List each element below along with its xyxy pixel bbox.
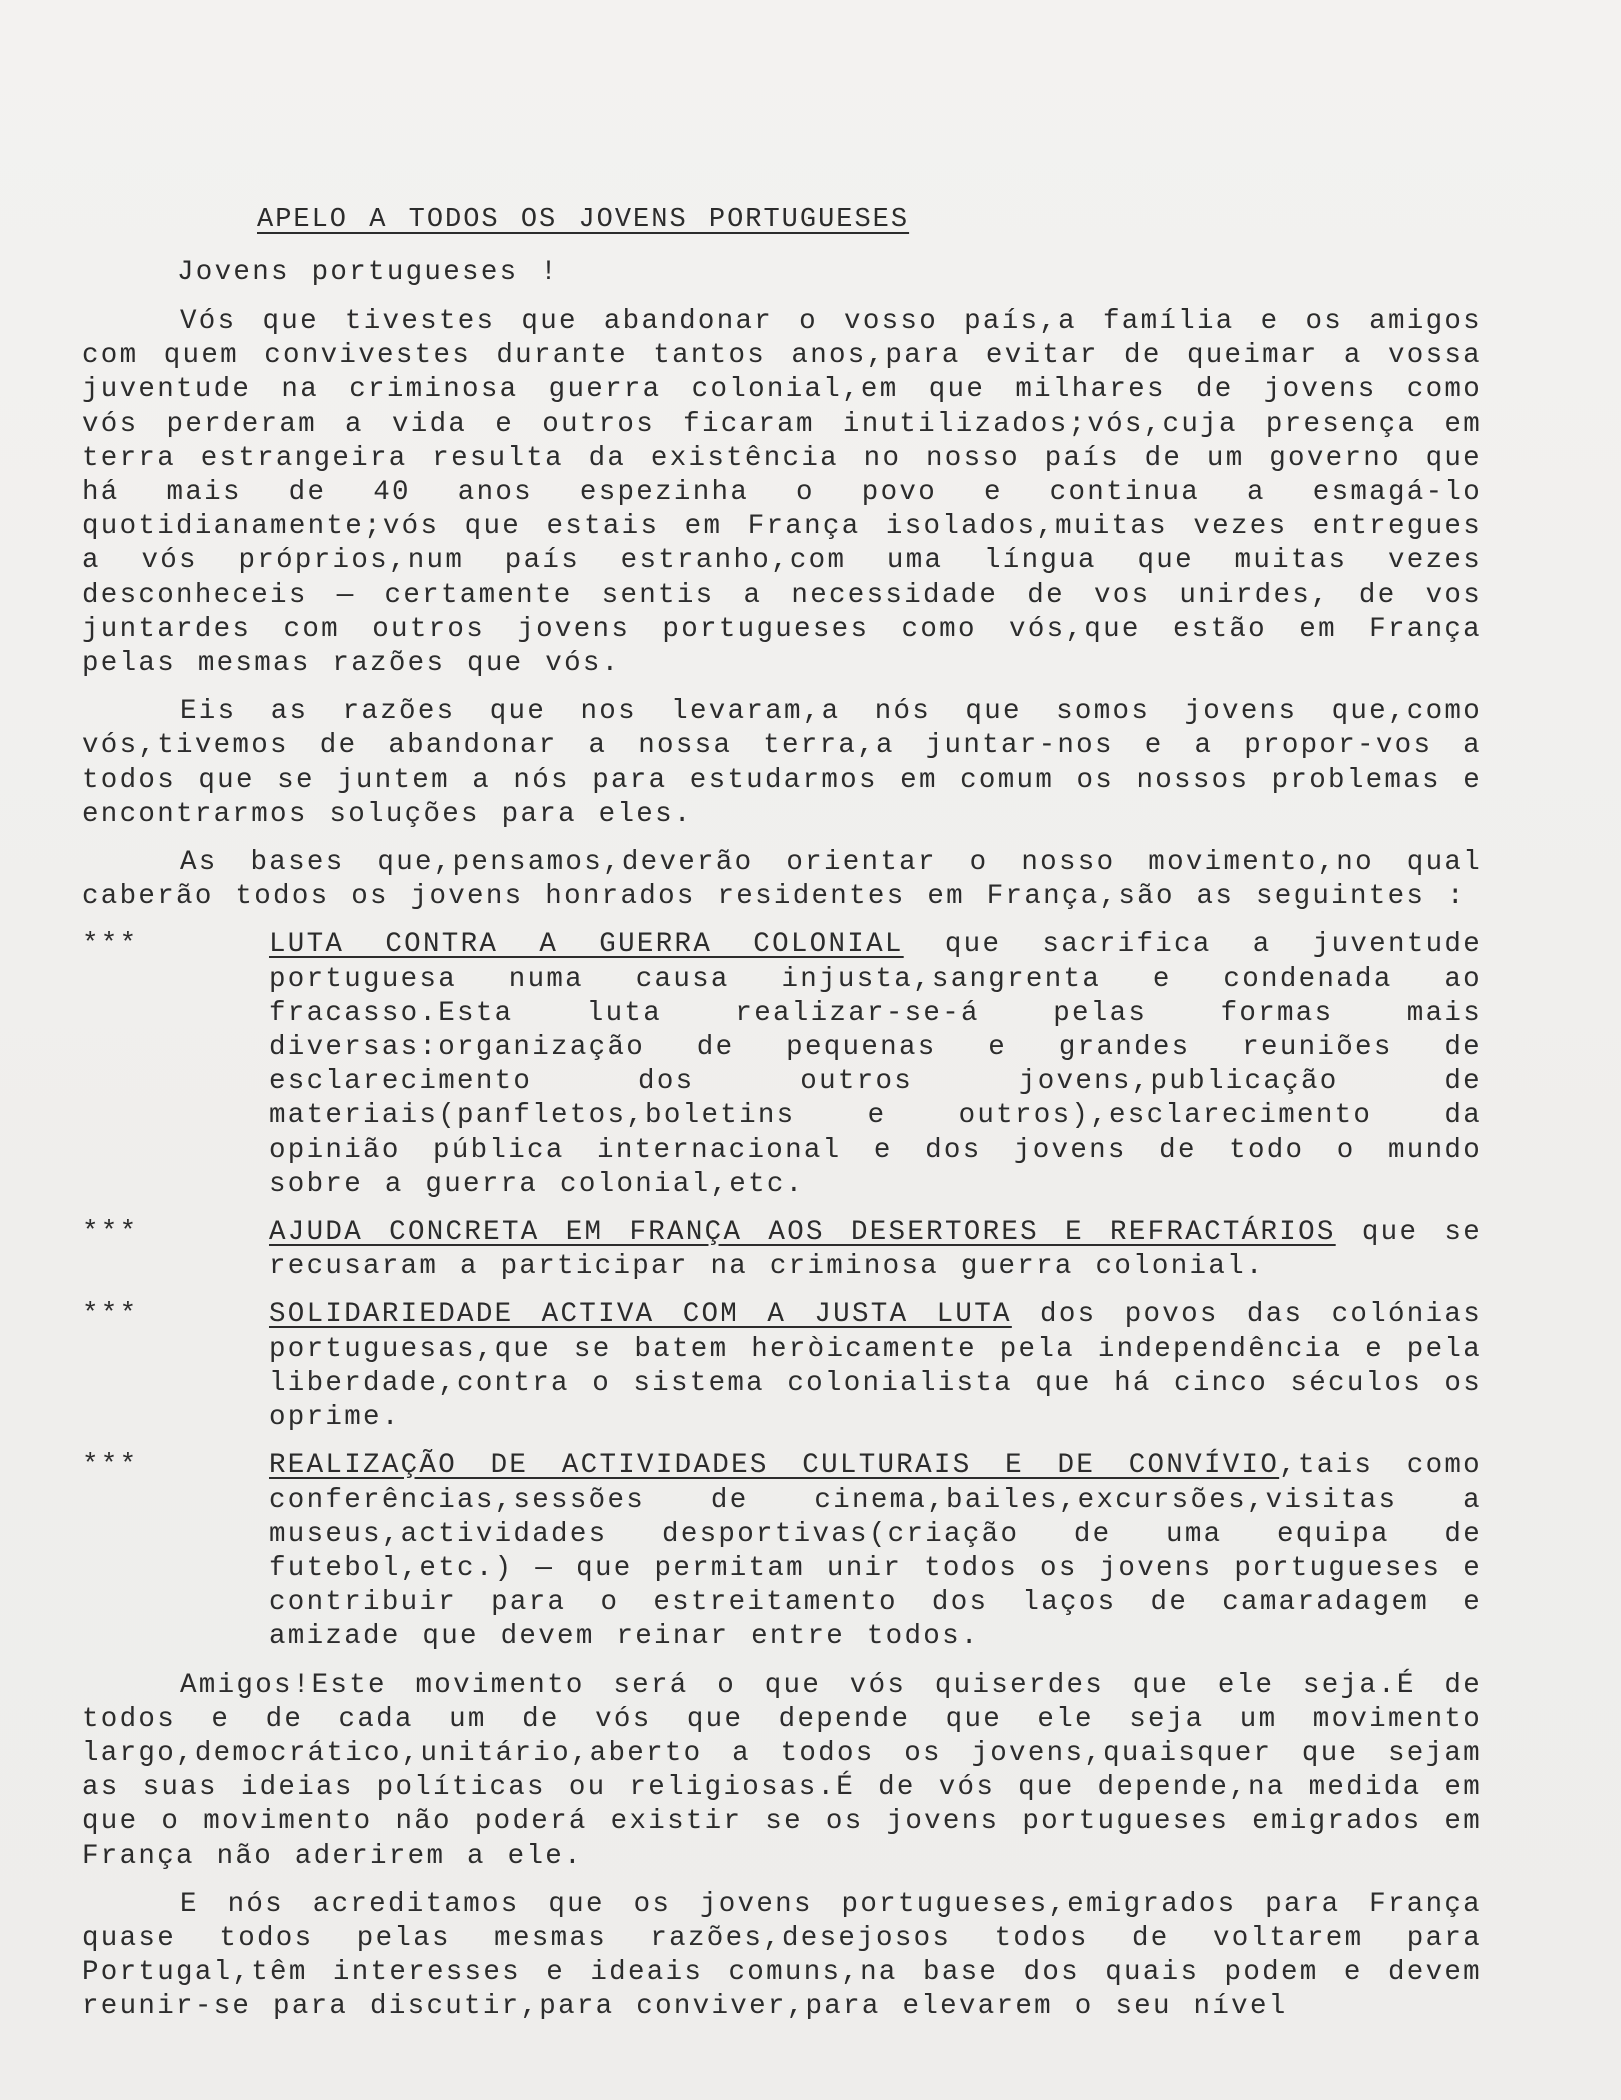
document-title: APELO A TODOS OS JOVENS PORTUGUESES xyxy=(257,205,910,235)
paragraph-intro: Vós que tivestes que abandonar o vosso país,a família e os amigos com quem convivestes durante tantos anos,para evitar de queimar a vossa juventude na criminosa guerra colonial,em que milhares de jovens como vós perderam a vida e outros ficaram inutilizados;vós,cuja presença em terra estrangeira resulta da existência no nosso país de um governo que há mais de 40 anos espezinha o povo e continua a esmagá-lo quotidianamente;vós que estais em França isolados,muitas vezes entregues a vós próprios,num país estranho,com uma língua que muitas vezes desconheceis — certamente sentis a necessidade de vos unirdes, de vos juntardes com outros jovens portugueses como vós,que estão em França pelas mesmas razões que vós. xyxy=(82,306,1482,680)
item-text: dos povos das colónias portuguesas,que se batem heròicamente pela independência e pela liberdade,contra o sistema colonialista que há cinco séculos os oprime. xyxy=(269,1299,1482,1434)
item-marker: *** xyxy=(82,929,139,961)
list-item-deserters-aid xyxy=(82,1216,1482,1284)
item-heading: REALIZAÇÃO DE ACTIVIDADES CULTURAIS E DE CONVÍVIO xyxy=(269,1450,1280,1482)
list-item-colonial-war xyxy=(82,928,1482,1202)
item-marker: *** xyxy=(82,1450,139,1482)
paragraph-reasons: Eis as razões que nos levaram,a nós que somos jovens que,como vós,tivemos de abandonar a nossa terra,a juntar-nos e a propor-vos a todos que se juntem a nós para estudarmos em comum os nossos problemas e encontrarmos soluções para eles. xyxy=(82,696,1482,830)
item-text: ,tais como conferências,sessões de cinema,bailes,excursões,visitas a museus,actividades desportivas(criação de uma equipa de futebol,etc.) — que permitam unir todos os jovens portugueses e contribuir para o estreitamento dos laços de camaradagem e amizade que devem reinar entre todos. xyxy=(269,1450,1482,1653)
salutation: Jovens portugueses ! xyxy=(177,257,560,288)
item-heading: AJUDA CONCRETA EM FRANÇA AOS DESERTORES E REFRACTÁRIOS xyxy=(269,1217,1336,1249)
paragraph-belief: E nós acreditamos que os jovens portugueses,emigrados para França quase todos pelas mesmas razões,desejosos todos de voltarem para Portugal,têm interesses e ideais comuns,na base dos quais podem e devem reunir-se para discutir,para conviver,para elevarem o seu nível xyxy=(82,1888,1482,2023)
list-item-solidarity xyxy=(82,1298,1482,1435)
item-marker: *** xyxy=(82,1299,139,1331)
paragraph-friends: Amigos!Este movimento será o que vós quiserdes que ele seja.É de todos e de cada um de vós que depende que ele seja um movimento largo,democrático,unitário,aberto a todos os jovens,quaisquer que sejam as suas ideias políticas ou religiosas.É de vós que depende,na medida em que o movimento não poderá existir se os jovens portugueses emigrados em França não aderirem a ele. xyxy=(82,1669,1482,1872)
paragraph-bases: As bases que,pensamos,deverão orientar o nosso movimento,no qual caberão todos os jovens honrados residentes em França,são as seguintes : xyxy=(82,847,1482,913)
document-body xyxy=(82,205,1482,2039)
item-heading: LUTA CONTRA A GUERRA COLONIAL xyxy=(269,929,904,961)
item-marker: *** xyxy=(82,1217,139,1249)
item-text: que se recusaram a participar na criminosa guerra colonial. xyxy=(269,1217,1482,1283)
item-text: que sacrifica a juventude portuguesa numa causa injusta,sangrenta e condenada ao fracasso.Esta luta realizar-se-á pelas formas mais diversas:organização de pequenas e grandes reuniões de esclarecimento dos outros jovens,publicação de materiais(panfletos,boletins e outros),esclarecimento da opinião pública internacional e dos jovens de todo o mundo sobre a guerra colonial,etc. xyxy=(269,929,1482,1200)
list-item-cultural-activities xyxy=(82,1449,1482,1654)
item-heading: SOLIDARIEDADE ACTIVA COM A JUSTA LUTA xyxy=(269,1299,1012,1331)
